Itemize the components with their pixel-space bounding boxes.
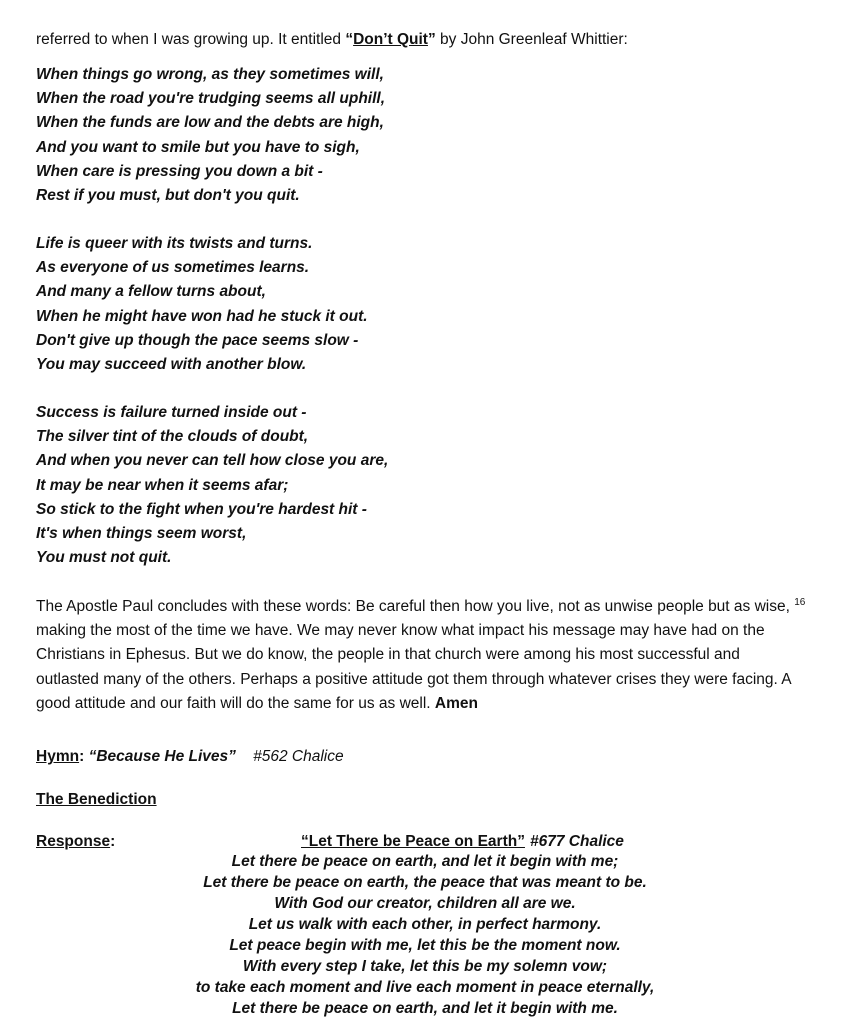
poem-title-close-quote: ” (427, 31, 436, 48)
lyric-line: Let us walk with each other, in perfect harmony. (248, 916, 602, 933)
poem-line: And many a fellow turns about, (36, 283, 266, 301)
poem-line: You must not quit. (36, 549, 172, 567)
benediction-heading: The Benediction (36, 791, 157, 808)
hymn-colon: : (79, 748, 85, 765)
poem-line: So stick to the fight when you're hardest hit - (36, 500, 367, 518)
conclusion-line: good attitude and our faith will do the same for us as well. (36, 694, 435, 712)
poem-line: When the funds are low and the debts are high, (36, 114, 384, 132)
poem-line: Success is failure turned inside out - (36, 404, 307, 421)
lyric-line: Let there be peace on earth, the peace that was meant to be. (203, 874, 647, 891)
response-song-number: #677 Chalice (530, 833, 624, 850)
poem-line: You may succeed with another blow. (36, 356, 307, 374)
intro-text-after: by John Greenleaf Whittier: (435, 31, 628, 48)
poem-line: When care is pressing you down a bit - (36, 162, 323, 180)
lyric-line: With God our creator, children all are we. (274, 895, 576, 912)
response-lyrics (36, 851, 814, 1019)
poem-stanza-1 (36, 63, 385, 208)
lyric-line: Let peace begin with me, let this be the moment now. (229, 937, 621, 954)
lyric-line: Let there be peace on earth, and let it begin with me; (231, 853, 619, 870)
hymn-label: Hymn (36, 748, 80, 765)
lyric-line: to take each moment and live each moment in peace eternally, (195, 979, 655, 996)
poem-line: Don't give up though the pace seems slow - (36, 331, 359, 349)
hymn-line (36, 745, 344, 769)
poem-title-open-quote: “ (345, 31, 354, 48)
lyric-line: Let there be peace on earth, and let it begin with me. (232, 1000, 618, 1017)
conclusion-line: outlasted many of the others. Perhaps a positive attitude got them through whatever crises they were facing. A (36, 670, 792, 688)
poem-line: When he might have won had he stuck it out. (36, 307, 368, 325)
conclusion-line: Christians in Ephesus. But we do know, the people in that church were among his most successful and (36, 646, 740, 664)
poem-line: Life is queer with its twists and turns. (36, 235, 313, 252)
conclusion-line: The Apostle Paul concludes with these words: Be careful then how you live, not as unwise people but as wise, (36, 598, 790, 615)
poem-line: It may be near when it seems afar; (36, 476, 289, 494)
poem-line: Rest if you must, but don't you quit. (36, 187, 300, 205)
conclusion-paragraph (36, 595, 836, 716)
poem-line: When things go wrong, as they sometimes will, (36, 66, 384, 83)
response-song-title: “Let There be Peace on Earth” (301, 833, 525, 850)
amen-text: Amen (434, 694, 478, 712)
hymn-number: #562 Chalice (253, 748, 344, 765)
hymn-title: “Because He Lives” (88, 748, 236, 765)
poem-line: And when you never can tell how close you are, (36, 452, 389, 470)
lyric-line: With every step I take, let this be my solemn vow; (242, 958, 608, 975)
poem-stanza-3 (36, 401, 388, 570)
response-label: Response (36, 833, 111, 850)
poem-stanza-2 (36, 232, 368, 377)
poem-line: When the road you're trudging seems all uphill, (36, 90, 386, 108)
poem-title: Don’t Quit (353, 31, 428, 48)
footnote-marker: 16 (794, 597, 806, 608)
poem-line: As everyone of us sometimes learns. (36, 259, 310, 277)
intro-line (36, 28, 628, 52)
poem-line: And you want to smile but you have to sigh, (36, 138, 360, 156)
poem-line: The silver tint of the clouds of doubt, (36, 428, 309, 446)
response-colon: : (110, 833, 116, 850)
conclusion-line: making the most of the time we have. We may never know what impact his message may have had on the (36, 622, 765, 640)
intro-text-before: referred to when I was growing up. It entitled (36, 31, 346, 48)
poem-line: It's when things seem worst, (36, 525, 247, 543)
